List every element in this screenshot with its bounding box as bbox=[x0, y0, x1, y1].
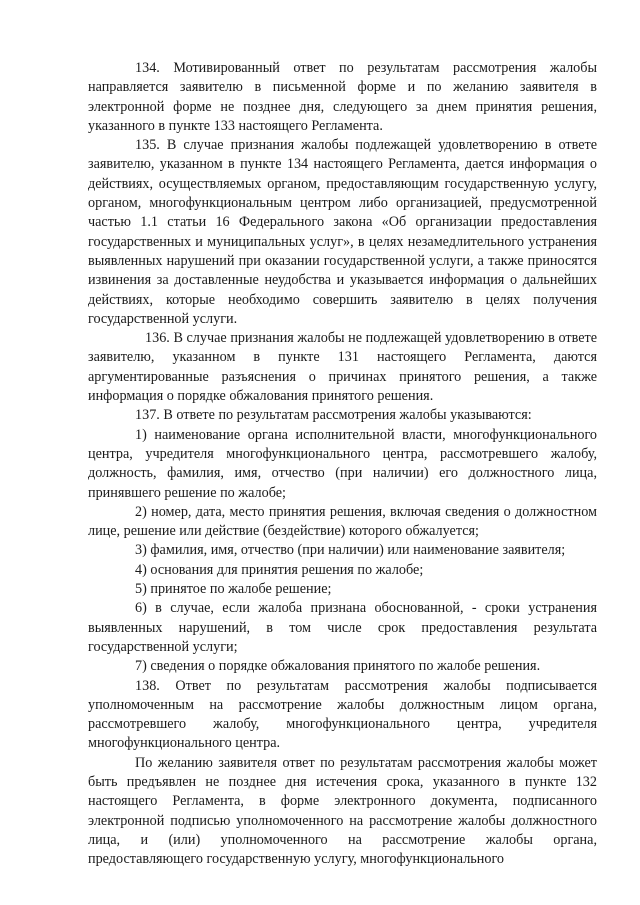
list-item-7: 7) сведения о порядке обжалования принятого по жалобе решения. bbox=[135, 658, 541, 675]
paragraph-135: 135. В случае признания жалобы подлежащей удовлетворению в ответе заявителю, указанном в пункте 134 настоящего Регламента, дается информация о действиях, осуществляемых органом, предоставляющим государственную услугу, органом, многофункциональным центром либо организацией, предусмотренной частью 1.1 статьи 16 Федерального закона «Об организации предоставления государственных и муниципальных услуг», в целях незамедлительного устранения выявленных нарушений при оказании государственной услуги, а также приносятся извинения за доставленные неудобства и указывается информация о дальнейших действиях, которые необходимо совершить заявителю в целях получения государственной услуги. bbox=[88, 137, 597, 327]
paragraph-134: 134. Мотивированный ответ по результатам рассмотрения жалобы направляется заявителю в письменной форме и по желанию заявителя в электронной форме не позднее дня, следующего за днем принятия решения, указанного в пункте 133 настоящего Регламента. bbox=[88, 60, 597, 134]
document-page bbox=[88, 59, 597, 869]
list-item-2: 2) номер, дата, место принятия решения, включая сведения о должностном лице, решение или действие (бездействие) которого обжалуется; bbox=[88, 503, 597, 540]
paragraph-137: 137. В ответе по результатам рассмотрения жалобы указываются: bbox=[135, 407, 532, 424]
list-item-6: 6) в случае, если жалоба признана обоснованной, - сроки устранения выявленных нарушений, в том числе срок предоставления результата государственной услуги; bbox=[88, 600, 597, 655]
list-item-3: 3) фамилия, имя, отчество (при наличии) или наименование заявителя; bbox=[135, 542, 566, 559]
paragraph-electronic-answer: По желанию заявителя ответ по результатам рассмотрения жалобы может быть предъявлен не позднее дня истечения срока, указанного в пункте 132 настоящего Регламента, в форме электронного документа, подписанного электронной подписью уполномоченного на рассмотрение жалобы должностного лица, и (или) уполномоченного на рассмотрение жалобы органа, предоставляющего государственную услугу, многофункционального bbox=[88, 754, 597, 868]
list-item-4: 4) основания для принятия решения по жалобе; bbox=[135, 561, 424, 578]
list-item-1: 1) наименование органа исполнительной власти, многофункционального центра, учредителя многофункционального центра, рассмотревшего жалобу, должность, фамилия, имя, отчество (при наличии) его должностного лица, принявшего решение по жалобе; bbox=[88, 426, 597, 501]
list-item-5: 5) принятое по жалобе решение; bbox=[135, 581, 332, 598]
paragraph-136: 136. В случае признания жалобы не подлежащей удовлетворению в ответе заявителю, указанном в пункте 131 настоящего Регламента, даются аргументированные разъяснения о причинах принятого решения, а также информация о порядке обжалования принятого решения. bbox=[88, 330, 597, 405]
paragraph-138: 138. Ответ по результатам рассмотрения жалобы подписывается уполномоченным на рассмотрение жалобы должностным лицом органа, рассмотревшего жалобу, многофункционального центра, учредителя многофункционального центра. bbox=[88, 677, 597, 752]
